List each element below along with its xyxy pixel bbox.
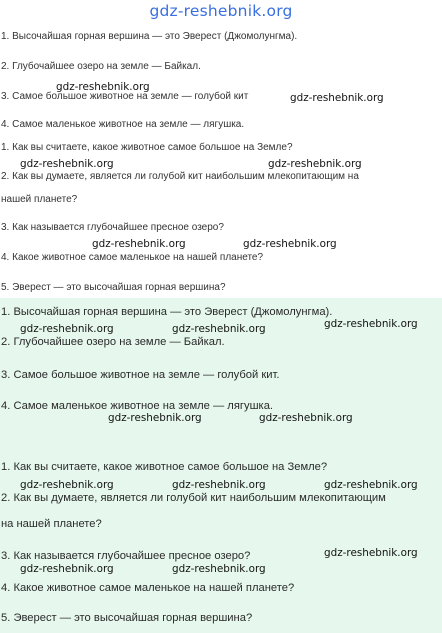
bottom-line-3: 3. Самое большое животное на земле — голубой кит. bbox=[1, 369, 280, 381]
bottom-line-10: 5. Эверест — это высочайшая горная вершина? bbox=[1, 612, 253, 624]
watermark: gdz-reshebnik.org bbox=[20, 323, 114, 335]
watermark: gdz-reshebnik.org bbox=[172, 479, 266, 491]
bottom-section bbox=[0, 298, 442, 633]
top-line-2: 2. Глубочайшее озеро на земле — Байкал. bbox=[1, 61, 201, 72]
watermark: gdz-reshebnik.org bbox=[20, 479, 114, 491]
watermark: gdz-reshebnik.org bbox=[172, 563, 266, 575]
watermark: gdz-reshebnik.org bbox=[108, 412, 202, 424]
watermark: gdz-reshebnik.org bbox=[92, 238, 186, 250]
bottom-line-1: 1. Высочайшая горная вершина — это Эверест (Джомолунгма). bbox=[1, 306, 333, 318]
site-header-link[interactable]: gdz-reshebnik.org bbox=[149, 2, 293, 20]
watermark: gdz-reshebnik.org bbox=[290, 92, 384, 104]
watermark: gdz-reshebnik.org bbox=[20, 158, 114, 170]
bottom-line-8: 3. Как называется глубочайшее пресное озеро? bbox=[1, 550, 251, 562]
bottom-line-9: 4. Какое животное самое маленькое на нашей планете? bbox=[1, 582, 295, 594]
top-line-7: нашей планете? bbox=[1, 194, 78, 205]
top-line-9: 4. Какое животное самое маленькое на нашей планете? bbox=[1, 252, 264, 263]
watermark: gdz-reshebnik.org bbox=[56, 81, 150, 93]
watermark: gdz-reshebnik.org bbox=[324, 547, 418, 559]
watermark: gdz-reshebnik.org bbox=[324, 479, 418, 491]
bottom-line-7: на нашей планете? bbox=[1, 518, 102, 530]
top-line-8: 3. Как называется глубочайшее пресное озеро? bbox=[1, 222, 224, 233]
watermark: gdz-reshebnik.org bbox=[172, 323, 266, 335]
bottom-line-4: 4. Самое маленькое животное на земле — лягушка. bbox=[1, 400, 274, 412]
top-line-3: 3. Самое большое животное на земле — голубой кит bbox=[1, 91, 249, 102]
top-line-4: 4. Самое маленькое животное на земле — лягушка. bbox=[1, 119, 245, 130]
bottom-line-2: 2. Глубочайшее озеро на земле — Байкал. bbox=[1, 336, 225, 348]
top-line-6: 2. Как вы думаете, является ли голубой кит наибольшим млекопитающим на bbox=[1, 171, 359, 182]
watermark: gdz-reshebnik.org bbox=[243, 238, 337, 250]
top-line-10: 5. Эверест — это высочайшая горная вершина? bbox=[1, 282, 226, 293]
top-section bbox=[0, 0, 442, 298]
bottom-line-6: 2. Как вы думаете, является ли голубой кит наибольшим млекопитающим bbox=[1, 492, 386, 504]
watermark: gdz-reshebnik.org bbox=[259, 412, 353, 424]
watermark: gdz-reshebnik.org bbox=[20, 563, 114, 575]
watermark: gdz-reshebnik.org bbox=[324, 318, 418, 330]
bottom-line-5: 1. Как вы считаете, какое животное самое большое на Земле? bbox=[1, 461, 328, 473]
watermark: gdz-reshebnik.org bbox=[268, 158, 362, 170]
top-line-1: 1. Высочайшая горная вершина — это Эверест (Джомолунгма). bbox=[1, 31, 298, 42]
top-line-5: 1. Как вы считаете, какое животное самое большое на Земле? bbox=[1, 142, 293, 153]
